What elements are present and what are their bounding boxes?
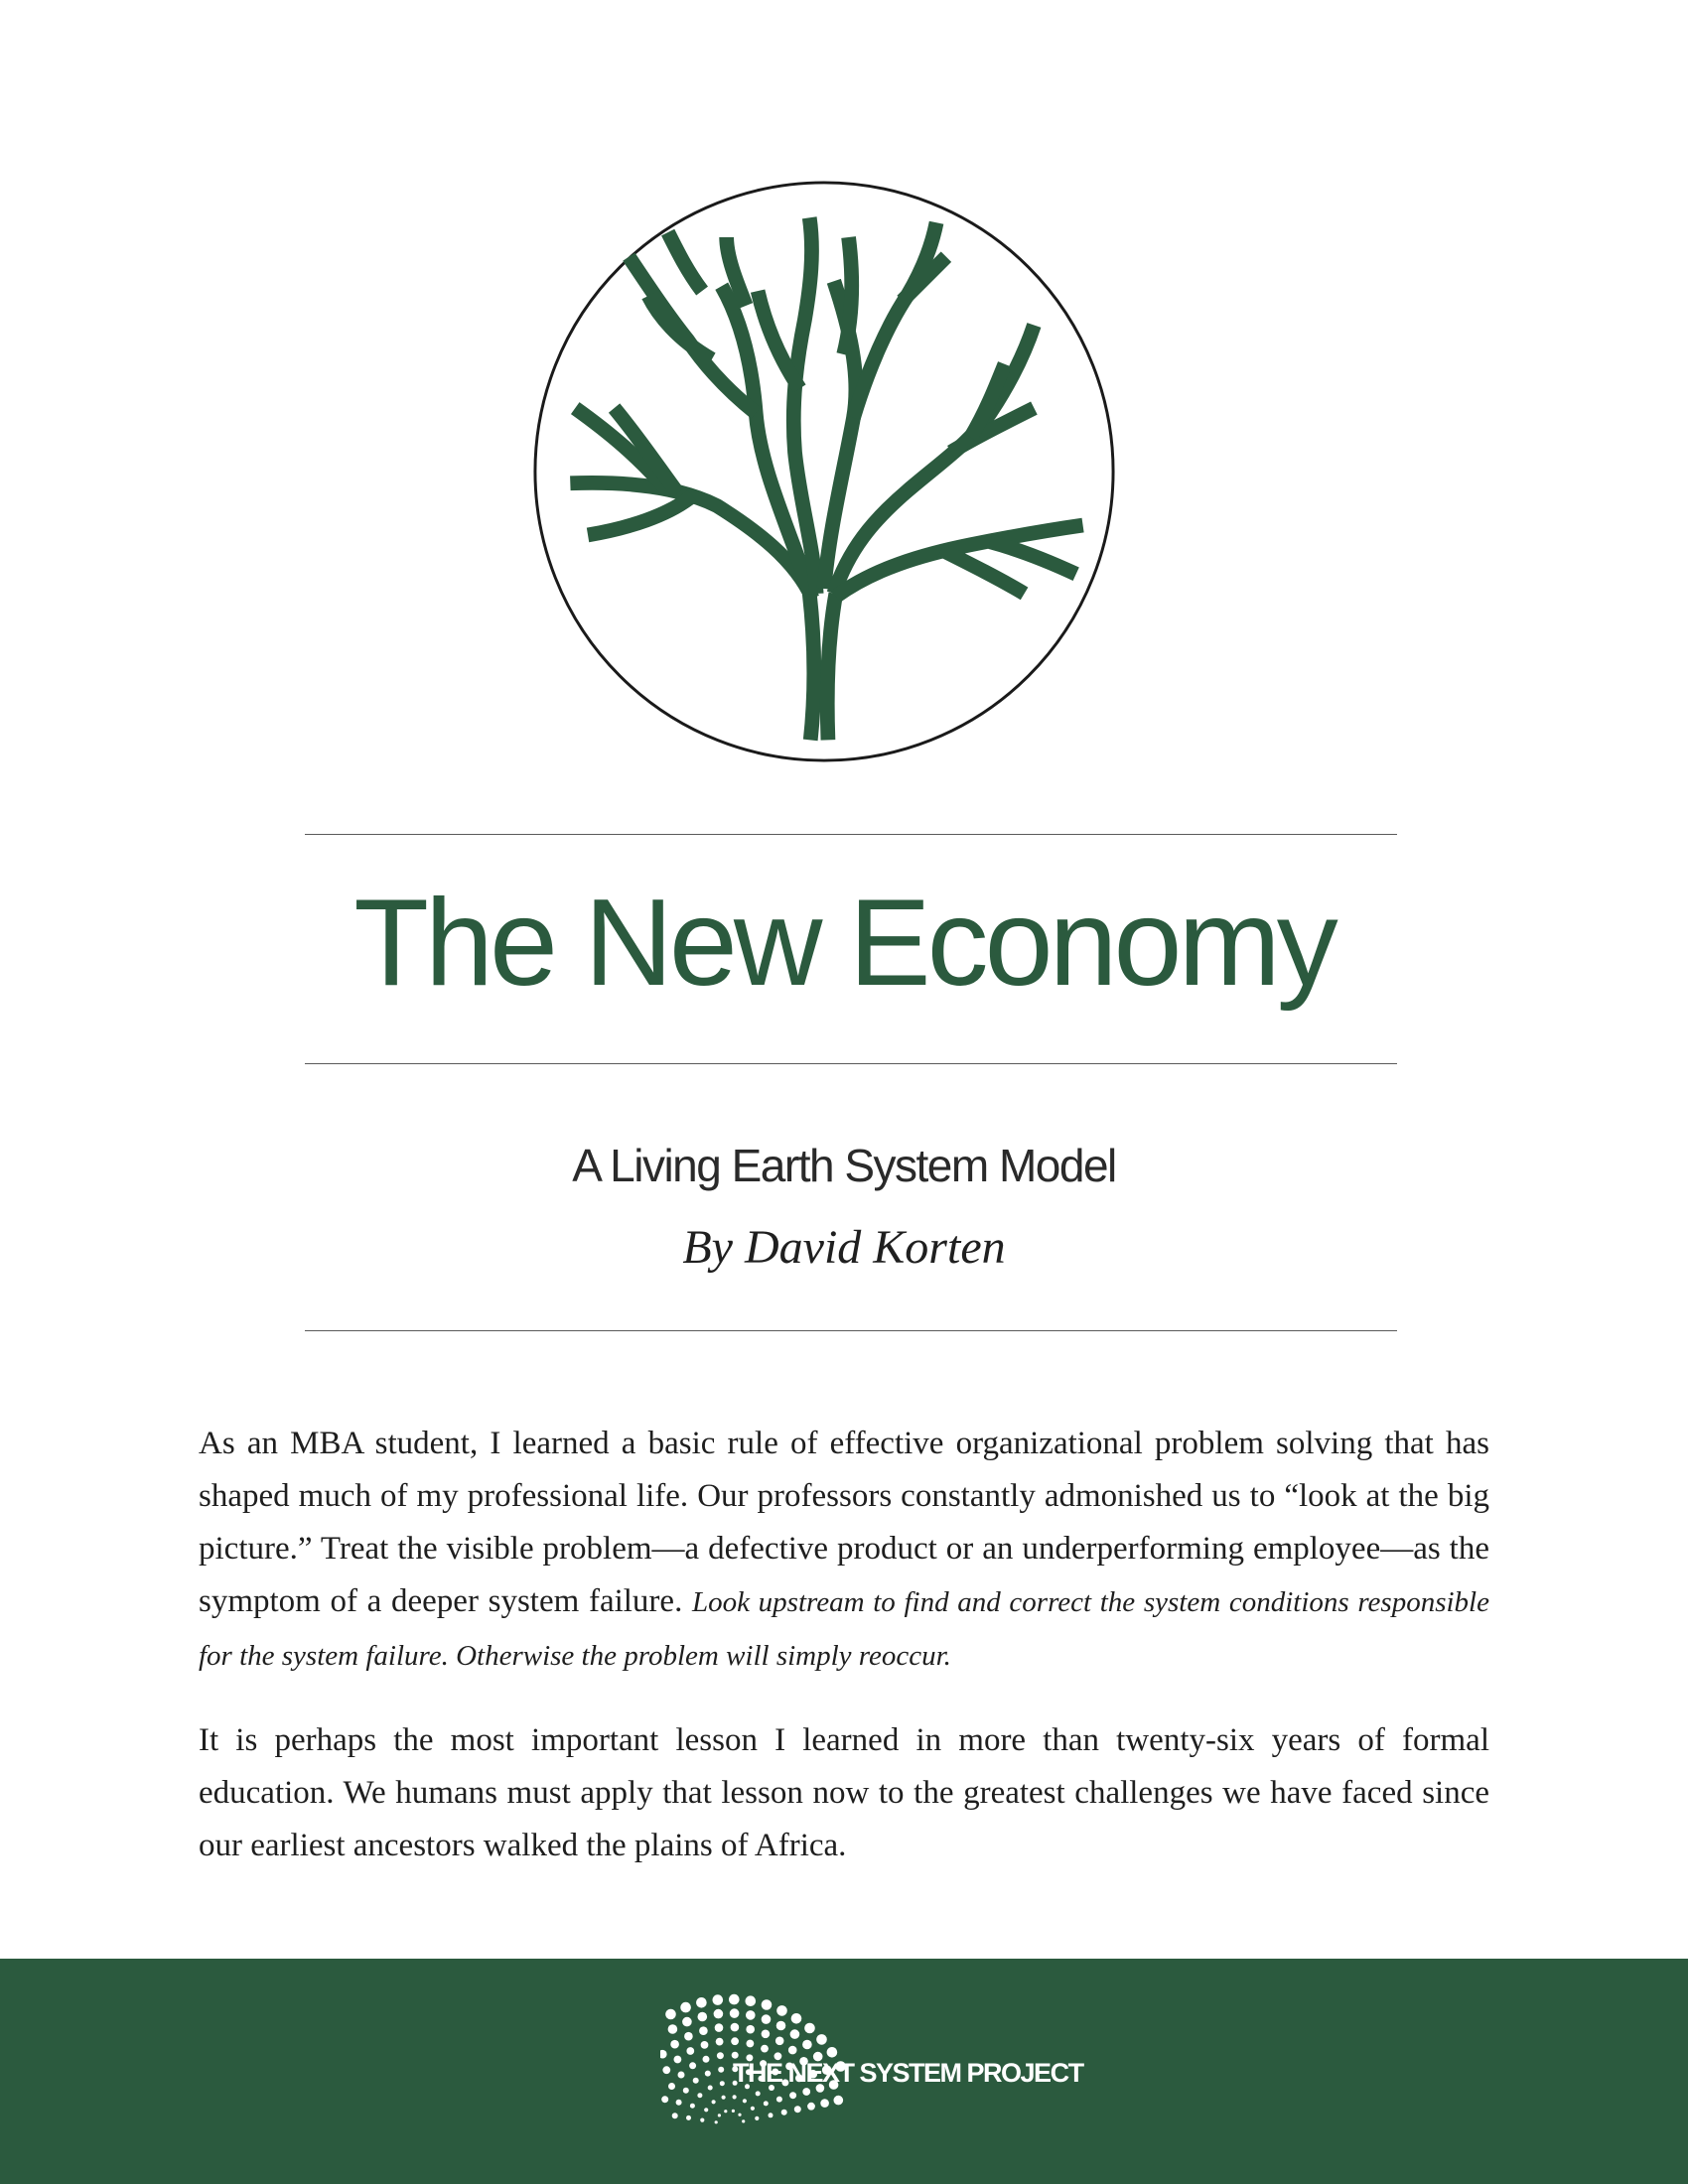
footer-brand: THE NEXT SYSTEM PROJECT (733, 2058, 1083, 2088)
footer-dot (834, 2096, 844, 2106)
footer-dot (676, 2100, 682, 2106)
footer-dot (716, 2038, 724, 2046)
footer-dot (747, 2040, 755, 2048)
footer-dot (717, 2052, 724, 2059)
footer-dot (680, 2002, 691, 2013)
divider-bottom (305, 1330, 1397, 1331)
footer-dot (730, 2008, 740, 2018)
footer-dot (807, 2103, 815, 2111)
footer-dot (729, 1994, 740, 2005)
footer-dot (682, 2017, 692, 2027)
footer-dot (742, 2119, 745, 2122)
footer-dot (769, 2113, 774, 2117)
footer-dot (696, 1997, 707, 2008)
footer-dot (738, 2114, 741, 2116)
footer-dot (720, 2081, 725, 2086)
footer-dot (704, 2108, 708, 2112)
footer-dot (788, 2046, 797, 2055)
article-body (199, 1418, 1489, 1904)
footer-dot (703, 2056, 710, 2063)
footer-dot (746, 2010, 756, 2020)
footer-dot (715, 2023, 724, 2032)
footer-dot (713, 1994, 724, 2005)
paragraph-1-italic: Look upstream to find and correct the system conditions responsible for the system failure. Otherwise the problem will simply reoccur. (199, 1586, 1489, 1672)
footer-dot (802, 2088, 810, 2096)
footer-dot (756, 2091, 761, 2096)
footer-dot (715, 2120, 718, 2123)
footer-dot (697, 2093, 702, 2098)
footer-dot (718, 2067, 724, 2073)
footer-dot (699, 2026, 708, 2035)
footer-dot (668, 2024, 678, 2034)
footer-dot (678, 2072, 685, 2079)
footer-dot (776, 2005, 787, 2016)
footer-dot (712, 2100, 716, 2104)
footer-dot (790, 2029, 800, 2039)
footer-dot (689, 2062, 696, 2069)
footer-dot (674, 2056, 682, 2064)
footer-dot (804, 2023, 815, 2034)
footer-dot (776, 2021, 786, 2031)
author-byline: By David Korten (682, 1221, 1006, 1274)
footer-dot (660, 2050, 667, 2059)
footer-dot (686, 2116, 691, 2120)
footer-dot (802, 2040, 812, 2050)
footer-dot (686, 2047, 694, 2055)
footer-dot (791, 2013, 802, 2024)
footer-dot (764, 2101, 769, 2106)
footer-dot (705, 2071, 711, 2077)
footer-dot (733, 2095, 737, 2099)
paragraph-1 (199, 1418, 1489, 1683)
footer-dot (665, 2009, 676, 2020)
footer-dot (732, 2110, 735, 2113)
divider-middle (305, 1063, 1397, 1064)
footer-dot (789, 2092, 796, 2099)
footer-dot (708, 2086, 713, 2091)
footer-dot (661, 2096, 668, 2103)
footer-dot (781, 2110, 787, 2116)
footer-dot (794, 2106, 801, 2113)
footer-dot (670, 2040, 679, 2049)
footer-dot (722, 2096, 726, 2100)
footer-dot (718, 2114, 721, 2116)
footer-dot (684, 2032, 693, 2041)
footer-dot (775, 2037, 784, 2046)
footer-dot (698, 2012, 708, 2022)
footer-dot (755, 2116, 759, 2120)
divider-top (305, 834, 1397, 835)
footer-dot (724, 2110, 727, 2113)
footer-dot (731, 2023, 740, 2032)
footer-dot (731, 2037, 739, 2045)
footer-dot (762, 1999, 773, 2010)
footer-dot (751, 2107, 755, 2111)
document-title: The New Economy (353, 875, 1335, 1012)
footer-dot (816, 2034, 827, 2045)
footer-dot (714, 2009, 724, 2019)
footer-dot (700, 2118, 704, 2122)
footer-dot (743, 2099, 747, 2103)
footer-dot (668, 2083, 675, 2090)
paragraph-1-text: As an MBA student, I learned a basic rule of effective organizational problem solving that has shaped much of my professional life. Our professors constantly admonished us to “look at the big picture.” Treat the visible problem—a defective product or an underperforming employee—as the symptom of a deeper system failure. (199, 1426, 1489, 1619)
footer-dot (827, 2047, 838, 2058)
tree-circle-icon (531, 179, 1117, 764)
footer-dot (690, 2104, 695, 2109)
footer-dot (672, 2113, 678, 2118)
footer-dot (776, 2097, 782, 2103)
footer-dot (701, 2041, 709, 2049)
footer-dot (746, 2025, 755, 2034)
document-subtitle: A Living Earth System Model (572, 1140, 1116, 1191)
footer-dot (683, 2088, 689, 2094)
footer-dot (746, 1995, 757, 2006)
footer-dot (762, 2030, 771, 2039)
footer-dot (820, 2099, 829, 2108)
footer-dot (662, 2066, 670, 2074)
footer-dot (761, 2045, 769, 2053)
footer-dot (762, 2014, 772, 2024)
paragraph-2: It is perhaps the most important lesson I learned in more than twenty-six years of formal education. We humans must apply that lesson now to the greatest challenges we have faced since our earliest ancestors walked the plains of Africa. (199, 1722, 1489, 1863)
footer-dot (693, 2078, 699, 2084)
